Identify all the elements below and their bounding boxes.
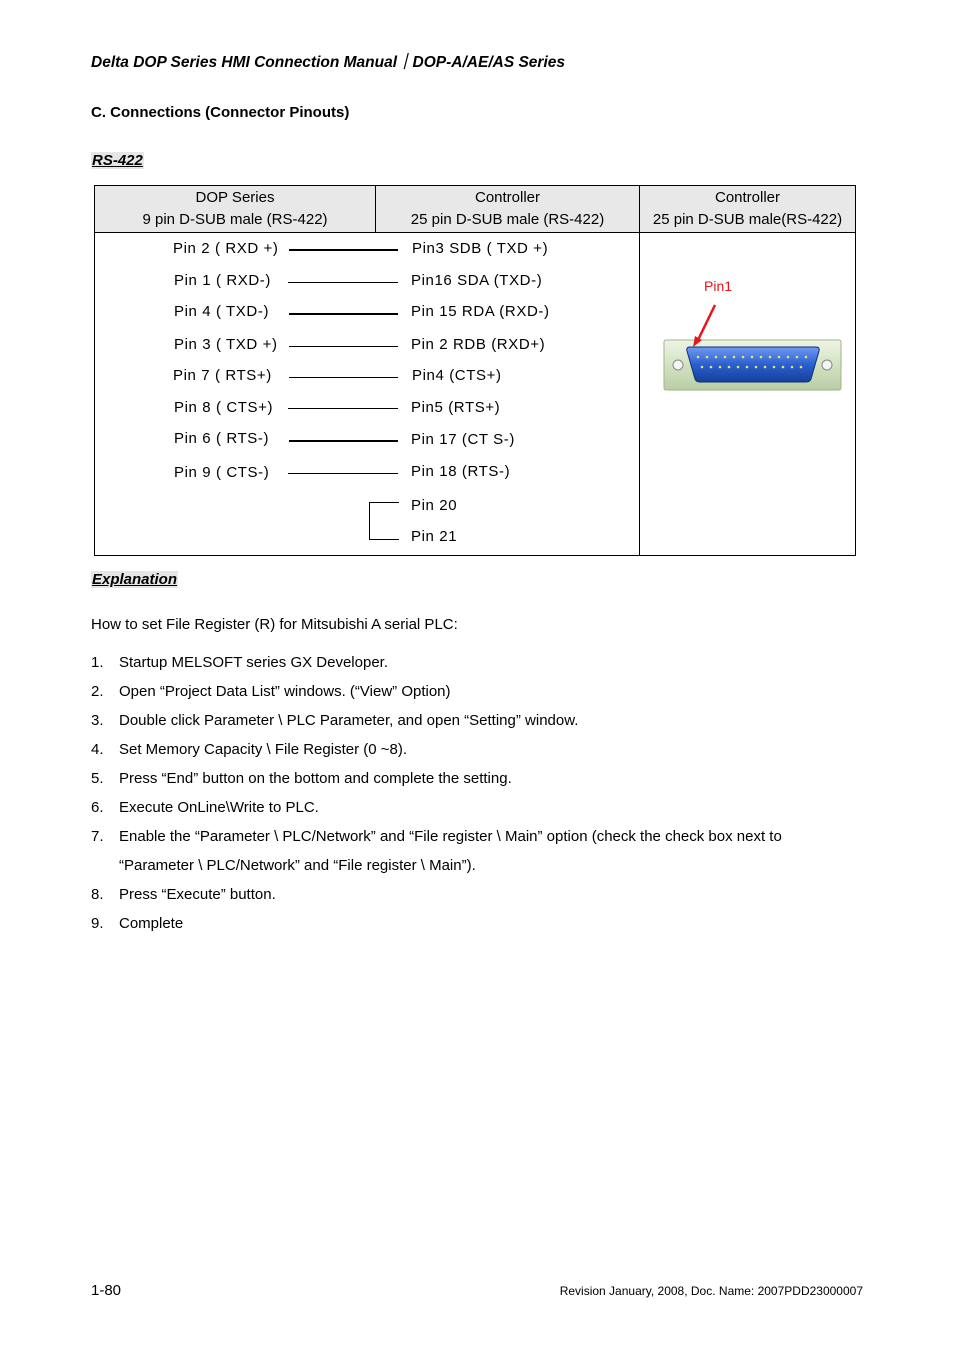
rs422-heading: RS-422	[92, 152, 143, 169]
loopback-pin-top: Pin 20	[411, 497, 458, 514]
dop-pin-label: Pin 1 ( RXD-)	[174, 272, 271, 289]
header-controller-image-line1: Controller	[714, 189, 781, 206]
step-number: 5.	[91, 770, 104, 787]
list-item	[91, 677, 851, 706]
step-text: Set Memory Capacity \ File Register (0 ~8).	[119, 741, 408, 758]
controller-pin-label: Pin3 SDB ( TXD +)	[412, 240, 549, 257]
step-text: Double click Parameter \ PLC Parameter, and open “Setting” window.	[119, 712, 579, 729]
wire-line	[289, 313, 398, 315]
step-text: Complete	[119, 915, 184, 932]
controller-pin-label: Pin4 (CTS+)	[412, 367, 502, 384]
header-dop-line2: 9 pin D-SUB male (RS-422)	[142, 211, 328, 228]
header-dop	[95, 186, 376, 233]
db25-connector-image	[660, 295, 845, 395]
list-item	[91, 793, 851, 822]
steps-list	[91, 648, 851, 938]
dop-pin-label: Pin 8 ( CTS+)	[174, 399, 274, 416]
page-number: 1-80	[91, 1282, 122, 1299]
wire-line	[289, 377, 398, 378]
step-number: 3.	[91, 712, 104, 729]
pin1-label: Pin1	[704, 278, 733, 294]
step-text: Startup MELSOFT series GX Developer.	[119, 654, 388, 671]
list-item	[91, 735, 851, 764]
step-text: Execute OnLine\Write to PLC.	[119, 799, 319, 816]
dop-pin-label: Pin 6 ( RTS-)	[174, 430, 270, 447]
dop-pin-label: Pin 2 ( RXD +)	[173, 240, 279, 257]
list-item	[91, 880, 851, 909]
step-number: 2.	[91, 683, 104, 700]
step-text: Open “Project Data List” windows. (“View” Option)	[119, 683, 451, 700]
step-number: 9.	[91, 915, 104, 932]
controller-pin-label: Pin 15 RDA (RXD-)	[411, 303, 550, 320]
wire-line	[288, 408, 398, 409]
header-controller-line2: 25 pin D-SUB male (RS-422)	[410, 211, 605, 228]
list-item	[91, 764, 851, 793]
list-item	[91, 909, 851, 938]
controller-pin-label: Pin 17 (CT S-)	[411, 431, 515, 448]
wire-line	[289, 346, 398, 347]
explanation-intro: How to set File Register (R) for Mitsubishi A serial PLC:	[91, 616, 458, 633]
step-number: 1.	[91, 654, 104, 671]
step-number: 4.	[91, 741, 104, 758]
header-controller-line1: Controller	[474, 189, 541, 206]
list-item	[91, 706, 851, 735]
header-controller-image-line2: 25 pin D-SUB male(RS-422)	[652, 211, 843, 228]
header-controller	[376, 186, 640, 233]
dop-pin-label: Pin 9 ( CTS-)	[174, 464, 270, 481]
dop-pin-label: Pin 7 ( RTS+)	[173, 367, 272, 384]
page-header: Delta DOP Series HMI Connection Manual｜DOP-A/AE/AS Series	[91, 54, 565, 71]
header-dop-line1: DOP Series	[195, 189, 275, 206]
step-text: Press “Execute” button.	[119, 886, 276, 903]
wire-line	[288, 282, 398, 283]
revision-info: Revision January, 2008, Doc. Name: 2007PDD23000007	[559, 1284, 863, 1298]
controller-pin-label: Pin 2 RDB (RXD+)	[411, 336, 546, 353]
wire-line	[289, 249, 398, 251]
step-text: Enable the “Parameter \ PLC/Network” and “File register \ Main” option (check the check box next to “Parameter \ PLC/Network” and “File register \ Main”).	[119, 828, 782, 874]
header-controller-image	[640, 186, 856, 233]
step-number: 8.	[91, 886, 104, 903]
step-number: 6.	[91, 799, 104, 816]
dop-pin-label: Pin 3 ( TXD +)	[174, 336, 278, 353]
controller-pin-label: Pin16 SDA (TXD-)	[411, 272, 543, 289]
step-number: 7.	[91, 828, 104, 845]
controller-pin-label: Pin 18 (RTS-)	[411, 463, 511, 480]
list-item	[91, 822, 851, 880]
wire-line	[288, 473, 398, 474]
explanation-heading: Explanation	[92, 571, 178, 588]
loopback-wire	[369, 502, 399, 540]
step-text: Press “End” button on the bottom and complete the setting.	[119, 770, 512, 787]
loopback-pin-bottom: Pin 21	[411, 528, 458, 545]
controller-pin-label: Pin5 (RTS+)	[411, 399, 501, 416]
wire-line	[289, 440, 398, 442]
dop-pin-label: Pin 4 ( TXD-)	[174, 303, 270, 320]
list-item	[91, 648, 851, 677]
section-title: C. Connections (Connector Pinouts)	[91, 104, 350, 121]
